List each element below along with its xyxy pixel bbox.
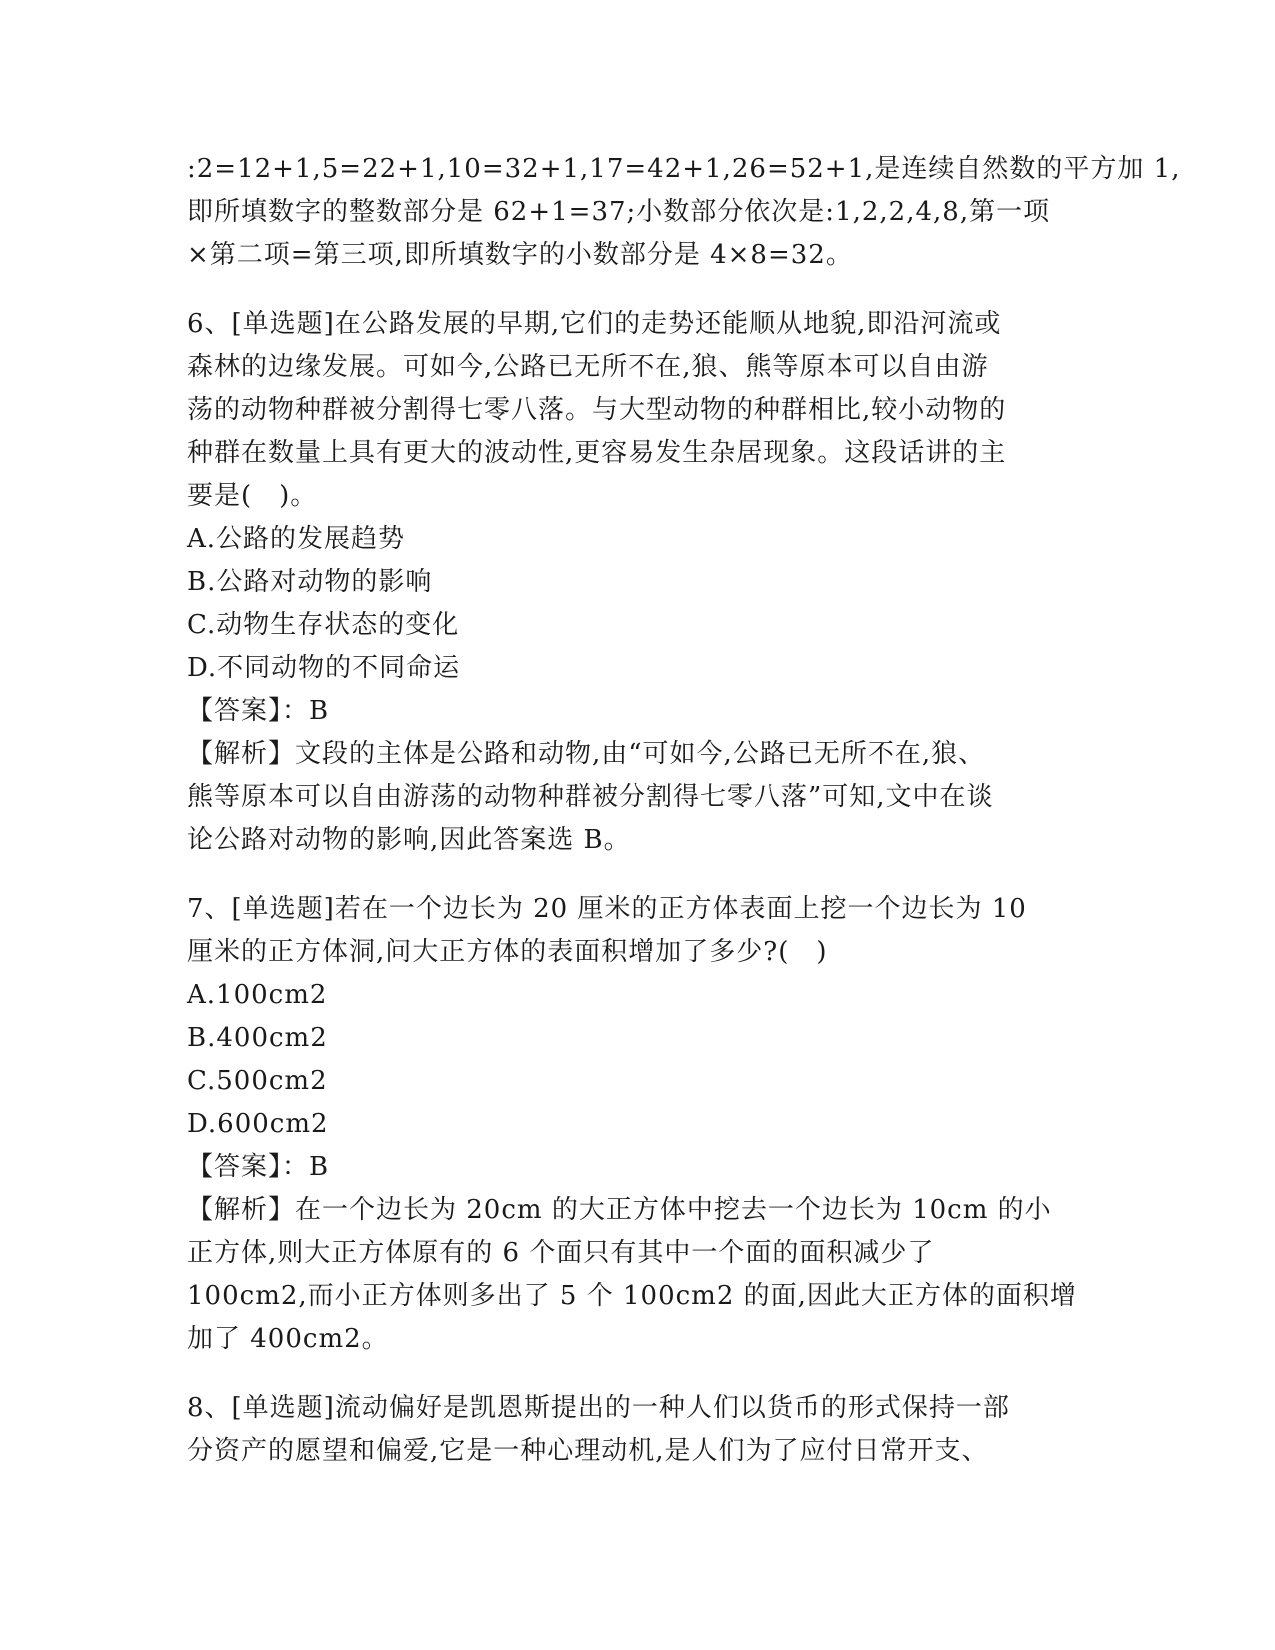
option-c: C.动物生存状态的变化: [187, 610, 460, 640]
question-stem: [187, 888, 1087, 974]
text-line: 要是( )。: [187, 481, 318, 511]
intro-explanation: [187, 148, 1181, 277]
text-line: 分资产的愿望和偏爱,它是一种心理动机,是人们为了应付日常开支、: [187, 1436, 989, 1466]
text-line: 7、[单选题]若在一个边长为 20 厘米的正方体表面上挖一个边长为 10: [187, 894, 1027, 924]
analysis: [187, 733, 1087, 862]
answer: 【答案】：B: [187, 1152, 330, 1182]
option-c: C.500cm2: [187, 1066, 328, 1096]
document-page: [187, 148, 1181, 1473]
text-line: 荡的动物种群被分割得七零八落。与大型动物的种群相比,较小动物的: [187, 395, 1007, 425]
option-d: D.不同动物的不同命运: [187, 653, 461, 683]
option-d: D.600cm2: [187, 1109, 329, 1139]
text-line: 【解析】文段的主体是公路和动物,由“可如今,公路已无所不在,狼、: [187, 739, 986, 769]
analysis: [187, 1189, 1087, 1361]
text-line: 正方体,则大正方体原有的 6 个面只有其中一个面的面积减少了: [187, 1238, 935, 1268]
answer: 【答案】：B: [187, 696, 330, 726]
text-line: 加了 400cm2。: [187, 1324, 389, 1354]
question-stem: [187, 303, 1087, 518]
option-a: A.100cm2: [187, 980, 328, 1010]
text-line: 6、[单选题]在公路发展的早期,它们的走势还能顺从地貌,即沿河流或: [187, 309, 1002, 339]
text-line: :2=12+1,5=22+1,10=32+1,17=42+1,26=52+1,是连续自然数的平方加 1,: [187, 154, 1181, 184]
text-line: 森林的边缘发展。可如今,公路已无所不在,狼、熊等原本可以自由游: [187, 352, 989, 382]
option-b: B.公路对动物的影响: [187, 567, 433, 597]
option-a: A.公路的发展趋势: [187, 524, 406, 554]
question-6: [187, 303, 1087, 862]
question-7: [187, 888, 1087, 1361]
question-8: [187, 1387, 1087, 1473]
text-line: 熊等原本可以自由游荡的动物种群被分割得七零八落”可知,文中在谈: [187, 782, 994, 812]
option-b: B.400cm2: [187, 1023, 328, 1053]
text-line: 100cm2,而小正方体则多出了 5 个 100cm2 的面,因此大正方体的面积增: [187, 1281, 1077, 1311]
text-line: 即所填数字的整数部分是 62+1=37;小数部分依次是:1,2,2,4,8,第一项: [187, 197, 1051, 227]
text-line: 种群在数量上具有更大的波动性,更容易发生杂居现象。这段话讲的主: [187, 438, 1007, 468]
text-line: 论公路对动物的影响,因此答案选 B。: [187, 825, 631, 855]
question-stem: [187, 1387, 1087, 1473]
text-line: 8、[单选题]流动偏好是凯恩斯提出的一种人们以货币的形式保持一部: [187, 1393, 1010, 1423]
text-line: ×第二项=第三项,即所填数字的小数部分是 4×8=32。: [187, 240, 853, 270]
text-line: 【解析】在一个边长为 20cm 的大正方体中挖去一个边长为 10cm 的小: [187, 1195, 1052, 1225]
text-line: 厘米的正方体洞,问大正方体的表面积增加了多少?( ): [187, 937, 828, 967]
